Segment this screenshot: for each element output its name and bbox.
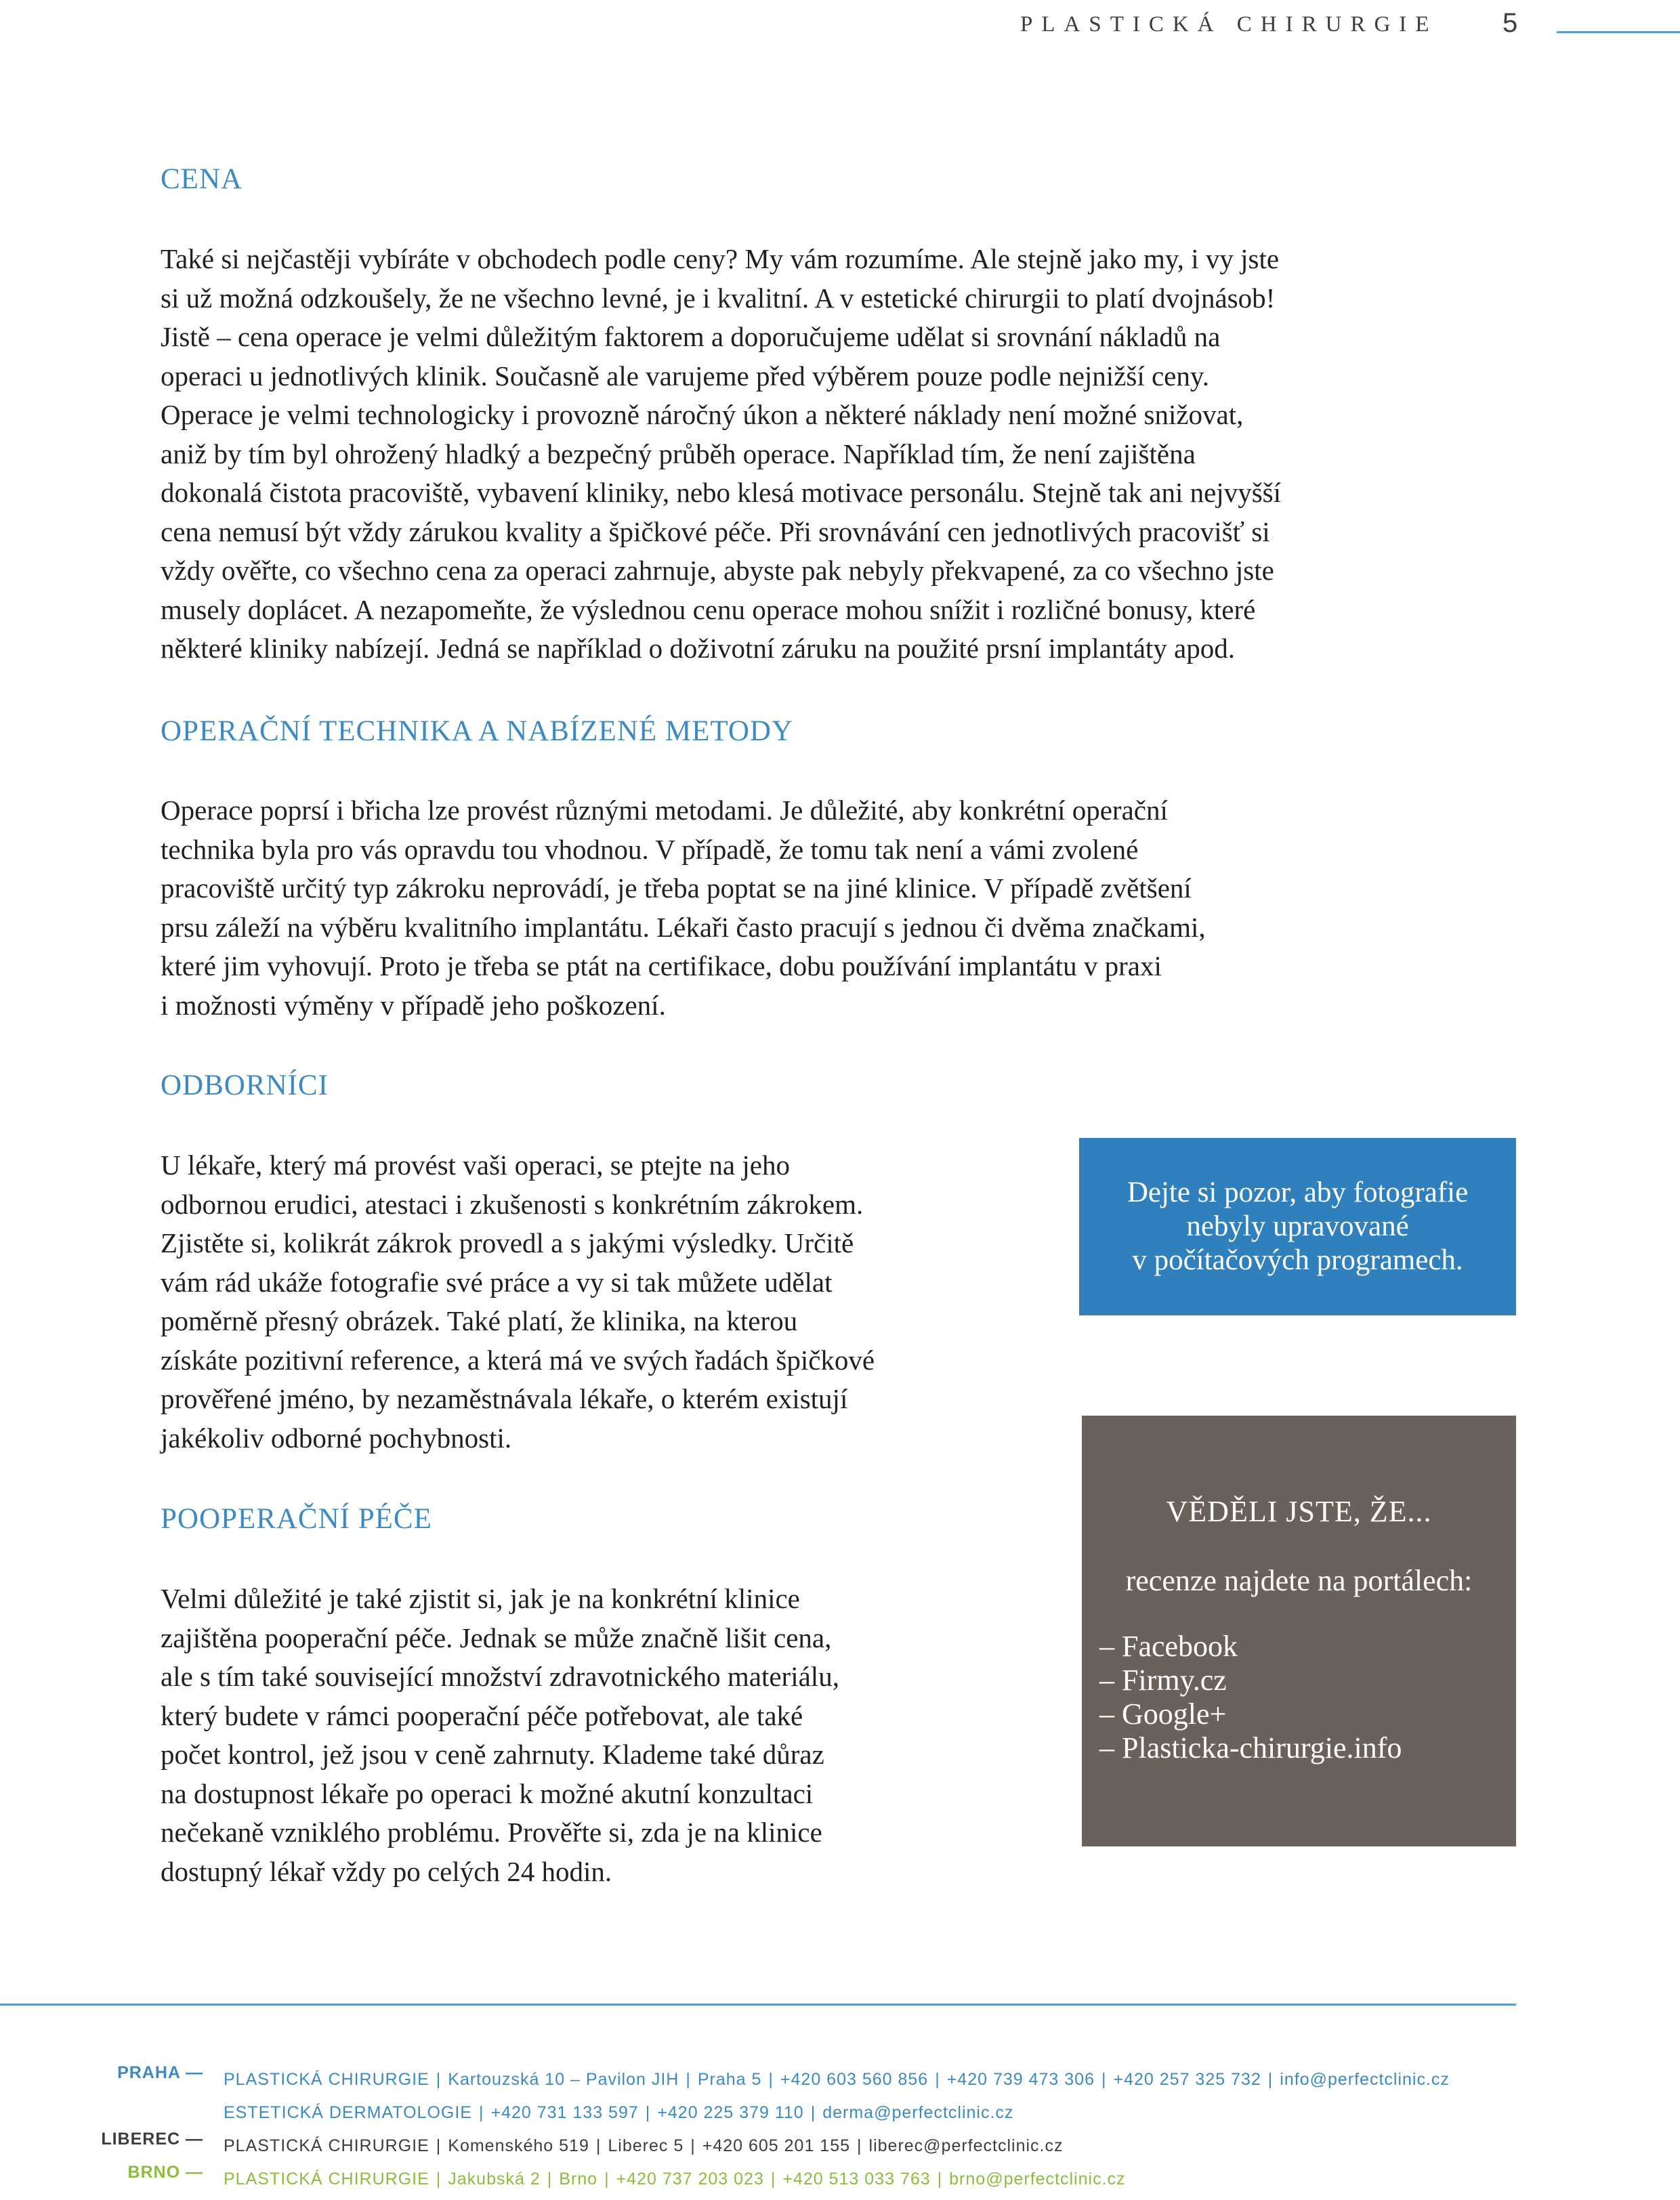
footer-contact-item: Liberec 5 xyxy=(608,2136,684,2155)
footer-city-praha: PRAHA — xyxy=(117,2063,203,2082)
text-line: na dostupnost lékaře po operaci k možné akutní konzultaci xyxy=(161,1777,814,1809)
text-line: prsu záleží na výběru kvalitního implantátu. Lékaři často pracují s jednou či dvěma značkami, xyxy=(161,911,1206,943)
text-line: prověřené jméno, by nezaměstnávala lékaře, o kterém existují xyxy=(161,1383,848,1414)
text-line: U lékaře, který má provést vaši operaci, se ptejte na jeho xyxy=(161,1149,790,1181)
footer-separator: | xyxy=(436,2070,442,2089)
list-item: – Google+ xyxy=(1099,1697,1227,1731)
footer-contacts xyxy=(224,2063,1450,2196)
text-line: ale s tím také související množství zdravotnického materiálu, xyxy=(161,1661,839,1692)
footer-separator: | xyxy=(436,2136,442,2155)
callout-line: Dejte si pozor, aby fotografie xyxy=(1127,1177,1469,1208)
text-line: operaci u jednotlivých klinik. Současně ale varujeme před výběrem pouze podle nejnižší ceny. xyxy=(161,360,1209,392)
footer-contact-item: ESTETICKÁ DERMATOLOGIE xyxy=(224,2103,472,2122)
header-rule xyxy=(1557,31,1680,33)
footer-separator: | xyxy=(595,2136,602,2155)
section-body-odbornici xyxy=(161,1146,1055,1458)
footer-contact-item: +420 605 201 155 xyxy=(702,2136,851,2155)
footer-contact-item: Praha 5 xyxy=(697,2070,762,2089)
section-heading-odbornici: ODBORNÍCI xyxy=(161,1070,329,1101)
footer-contact-item: +420 513 033 763 xyxy=(782,2170,931,2188)
footer-separator: | xyxy=(604,2170,610,2188)
footer-contact-item[interactable]: liberec@perfectclinic.cz xyxy=(868,2136,1064,2155)
list-item: – Plasticka-chirurgie.info xyxy=(1099,1731,1402,1764)
footer-contact-item: PLASTICKÁ CHIRURGIE xyxy=(224,2136,429,2155)
callout-subtitle: recenze najdete na portálech: xyxy=(1125,1564,1473,1597)
text-line: aniž by tím byl ohrožený hladký a bezpečný průběh operace. Například tím, že není zajištěna xyxy=(161,438,1196,469)
text-line: některé kliniky nabízejí. Jedná se například o doživotní záruku na použité prsní implantáty apod. xyxy=(161,633,1236,664)
footer-contact-item: Brno xyxy=(559,2170,598,2188)
footer-contact-item: PLASTICKÁ CHIRURGIE xyxy=(224,2070,429,2089)
text-line: dostupný lékař vždy po celých 24 hodin. xyxy=(161,1855,612,1887)
footer-separator: | xyxy=(645,2103,651,2122)
footer-separator: | xyxy=(937,2170,943,2188)
text-line: Operace je velmi technologicky i provozně náročný úkon a některé náklady není možné snižovat, xyxy=(161,399,1244,430)
callout-line: nebyly upravované xyxy=(1186,1210,1409,1242)
callout-line: v počítačových programech. xyxy=(1132,1244,1463,1276)
footer-separator: | xyxy=(1101,2070,1107,2089)
text-line: Jistě – cena operace je velmi důležitým faktorem a doporučujeme udělat si srovnání nákladů na xyxy=(161,321,1221,352)
section-heading-pooperacni: POOPERAČNÍ PÉČE xyxy=(161,1503,432,1535)
text-line: zajištěna pooperační péče. Jednak se může značně lišit cena, xyxy=(161,1622,832,1653)
footer-rule xyxy=(0,2004,1516,2006)
page-number: 5 xyxy=(1503,8,1518,38)
text-line: vždy ověřte, co všechno cena za operaci zahrnuje, abyste pak nebyly překvapené, za co všechno jste xyxy=(161,555,1274,586)
footer-contact-item[interactable]: info@perfectclinic.cz xyxy=(1280,2070,1450,2089)
footer-line-praha-surgery xyxy=(224,2063,1450,2096)
footer-contact-item: Komenského 519 xyxy=(448,2136,589,2155)
text-line: nečekaně vzniklého problému. Prověřte si, zda je na klinice xyxy=(161,1817,822,1848)
footer-contact-item: Kartouzská 10 – Pavilon JIH xyxy=(448,2070,679,2089)
footer-separator: | xyxy=(686,2070,691,2089)
section-heading-cena: CENA xyxy=(161,163,243,195)
footer-separator: | xyxy=(547,2170,553,2188)
text-line: získáte pozitivní reference, a která má ve svých řadách špičkové xyxy=(161,1344,875,1376)
footer-contact-item[interactable]: derma@perfectclinic.cz xyxy=(822,2103,1014,2122)
review-portal-list xyxy=(1099,1630,1402,1765)
footer-contact-item: +420 737 203 023 xyxy=(616,2170,764,2188)
callout-photo-warning xyxy=(1079,1138,1516,1315)
callout-title: VĚDĚLI JSTE, ŽE... xyxy=(1166,1495,1432,1528)
text-line: jakékoliv odborné pochybnosti. xyxy=(161,1422,512,1454)
callout-did-you-know xyxy=(1082,1416,1516,1846)
footer-separator: | xyxy=(810,2103,816,2122)
list-item: – Firmy.cz xyxy=(1099,1664,1227,1697)
text-line: pracoviště určitý typ zákroku neprovádí, je třeba poptat se na jiné klinice. V případě zvětšení xyxy=(161,872,1192,904)
footer-contact-item: +420 257 325 732 xyxy=(1113,2070,1261,2089)
section-heading-technika: OPERAČNÍ TECHNIKA A NABÍZENÉ METODY xyxy=(161,715,794,747)
footer-city-brno: BRNO — xyxy=(127,2163,203,2182)
footer-separator: | xyxy=(436,2170,442,2188)
section-body-pooperacni xyxy=(161,1580,1055,1891)
list-item: – Facebook xyxy=(1099,1630,1238,1663)
footer-contact-item[interactable]: brno@perfectclinic.cz xyxy=(949,2170,1126,2188)
footer-separator: | xyxy=(935,2070,940,2089)
footer-line-praha-dermatology xyxy=(224,2096,1450,2130)
text-line: poměrně přesný obrázek. Také platí, že klinika, na kterou xyxy=(161,1305,798,1336)
footer-separator: | xyxy=(857,2136,862,2155)
running-title: PLASTICKÁ CHIRURGIE xyxy=(1020,12,1438,37)
text-line: i možnosti výměny v případě jeho poškození. xyxy=(161,989,666,1021)
text-line: odbornou erudici, atestaci i zkušenosti s konkrétním zákrokem. xyxy=(161,1188,864,1220)
footer-line-liberec xyxy=(224,2130,1450,2163)
section-body-technika xyxy=(161,791,1502,1025)
text-line: počet kontrol, jež jsou v ceně zahrnuty. Klademe také důraz xyxy=(161,1739,824,1770)
text-line: dokonalá čistota pracoviště, vybavení kliniky, nebo klesá motivace personálu. Stejně tak ani nejvyšší xyxy=(161,477,1281,508)
section-body-cena xyxy=(161,240,1502,669)
footer-line-brno xyxy=(224,2163,1450,2196)
text-line: musely doplácet. A nezapomeňte, že výslednou cenu operace mohou snížit i rozličné bonusy, které xyxy=(161,593,1256,625)
text-line: Operace poprsí i břicha lze provést různými metodami. Je důležité, aby konkrétní operační xyxy=(161,795,1168,826)
footer-contact-item: +420 739 473 306 xyxy=(946,2070,1095,2089)
text-line: si už možná odzkoušely, že ne všechno levné, je i kvalitní. A v estetické chirurgii to platí dvojnásob! xyxy=(161,282,1276,314)
text-line: který budete v rámci pooperační péče potřebovat, ale také xyxy=(161,1699,803,1731)
text-line: vám rád ukáže fotografie své práce a vy si tak můžete udělat xyxy=(161,1266,833,1298)
footer-separator: | xyxy=(768,2070,774,2089)
text-line: technika byla pro vás opravdu tou vhodnou. V případě, že tomu tak není a vámi zvolené xyxy=(161,833,1139,865)
footer-contact-item: +420 603 560 856 xyxy=(780,2070,929,2089)
footer-separator: | xyxy=(1267,2070,1274,2089)
footer-contact-item: +420 225 379 110 xyxy=(657,2103,804,2122)
text-line: které jim vyhovují. Proto je třeba se ptát na certifikace, dobu používání implantátu v praxi xyxy=(161,950,1162,981)
text-line: Také si nejčastěji vybíráte v obchodech podle ceny? My vám rozumíme. Ale stejně jako my, i vy jste xyxy=(161,243,1280,274)
footer-separator: | xyxy=(478,2103,484,2122)
footer-contact-item: PLASTICKÁ CHIRURGIE xyxy=(224,2170,429,2188)
footer-separator: | xyxy=(690,2136,696,2155)
footer-contact-item: Jakubská 2 xyxy=(448,2170,541,2188)
text-line: cena nemusí být vždy zárukou kvality a špičkové péče. Při srovnávání cen jednotlivých pracovišť si xyxy=(161,515,1270,547)
text-line: Velmi důležité je také zjistit si, jak je na konkrétní klinice xyxy=(161,1583,800,1614)
text-line: Zjistěte si, kolikrát zákrok provedl a s jakými výsledky. Určitě xyxy=(161,1227,854,1258)
footer-contact-item: +420 731 133 597 xyxy=(490,2103,639,2122)
footer-separator: | xyxy=(770,2170,776,2188)
footer-city-liberec: LIBEREC — xyxy=(101,2130,203,2149)
